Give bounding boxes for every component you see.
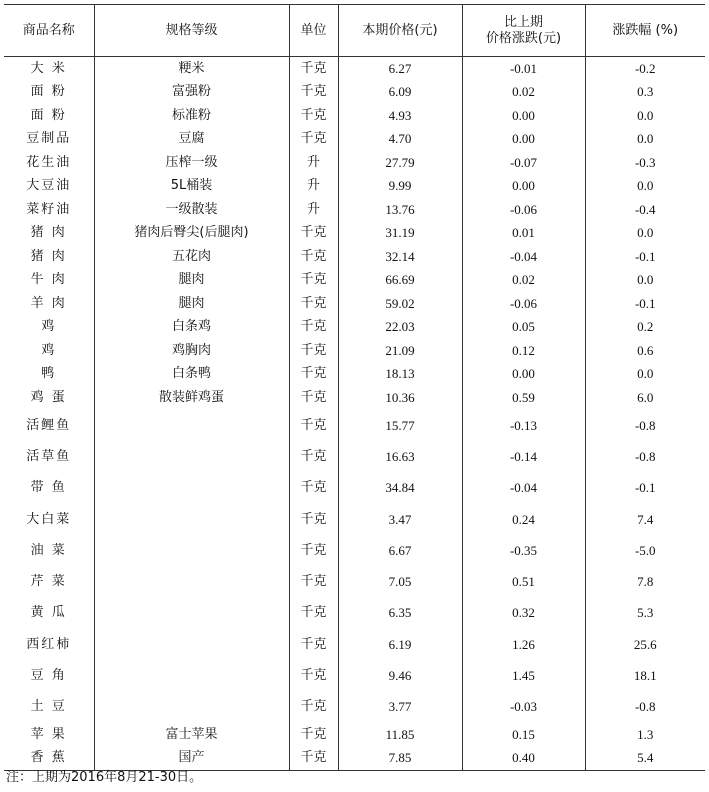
cell-spec [94, 598, 289, 629]
cell-change: -0.35 [462, 536, 585, 567]
cell-unit: 千克 [289, 316, 338, 339]
price-table [4, 4, 705, 771]
cell-price: 7.85 [338, 747, 462, 771]
cell-spec: 富强粉 [94, 81, 289, 104]
cell-unit: 千克 [289, 723, 338, 747]
cell-item-name: 带 鱼 [30, 480, 67, 495]
cell-unit: 千克 [289, 598, 338, 629]
cell-item-name: 面 粉 [30, 107, 67, 123]
cell-price: 10.36 [338, 386, 462, 410]
cell-pct: 0.0 [585, 222, 705, 245]
cell-item-name: 香 蕉 [4, 747, 94, 771]
table-row [4, 536, 705, 567]
cell-spec [94, 692, 289, 723]
cell-unit: 千克 [289, 629, 338, 661]
cell-change: 0.02 [462, 269, 585, 292]
cell-price: 59.02 [338, 292, 462, 316]
cell-price: 27.79 [338, 151, 462, 175]
cell-pct: -0.1 [585, 292, 705, 316]
cell-pct: 0.0 [585, 269, 705, 292]
cell-pct: -0.3 [585, 151, 705, 175]
cell-pct: -0.8 [585, 692, 705, 723]
header-unit: 单位 [289, 5, 338, 57]
cell-spec [94, 661, 289, 692]
cell-pct: 0.0 [585, 175, 705, 198]
table-row [4, 410, 705, 442]
cell-change: -0.14 [462, 442, 585, 473]
table-row [4, 747, 705, 771]
cell-price: 6.35 [338, 598, 462, 629]
cell-item-name: 猪 肉 [30, 248, 67, 264]
cell-item-name: 油 菜 [30, 543, 67, 558]
cell-unit: 千克 [289, 57, 338, 81]
cell-item-name: 黄 瓜 [30, 605, 67, 620]
cell-price: 16.63 [338, 442, 462, 473]
cell-price: 3.77 [338, 692, 462, 723]
cell-change: 0.12 [462, 339, 585, 363]
cell-change: -0.04 [462, 473, 585, 504]
cell-spec: 白条鸭 [94, 363, 289, 386]
cell-price: 32.14 [338, 245, 462, 269]
cell-unit: 升 [289, 151, 338, 175]
cell-item-name: 菜籽油 [26, 201, 72, 217]
cell-spec: 散装鲜鸡蛋 [94, 386, 289, 410]
cell-pct: -0.8 [585, 442, 705, 473]
cell-change: 0.00 [462, 128, 585, 151]
table-row [4, 245, 705, 269]
cell-unit: 千克 [289, 536, 338, 567]
table-row [4, 363, 705, 386]
header-price: 本期价格(元) [338, 5, 462, 57]
table-row [4, 222, 705, 245]
cell-pct: 18.1 [585, 661, 705, 692]
table-row [4, 81, 705, 104]
table-row [4, 57, 705, 81]
cell-spec: 5L桶装 [94, 175, 289, 198]
cell-unit: 千克 [289, 473, 338, 504]
cell-pct: 0.0 [585, 128, 705, 151]
cell-item-name: 活鲤鱼 [26, 417, 72, 433]
table-row [4, 723, 705, 747]
cell-price: 34.84 [338, 473, 462, 504]
table-row [4, 339, 705, 363]
cell-price: 11.85 [338, 723, 462, 747]
cell-price: 9.99 [338, 175, 462, 198]
cell-pct: -0.1 [585, 473, 705, 504]
cell-change: -0.06 [462, 292, 585, 316]
cell-price: 6.67 [338, 536, 462, 567]
cell-unit: 升 [289, 198, 338, 222]
cell-item-name: 猪 肉 [30, 225, 67, 240]
table-row [4, 629, 705, 661]
cell-pct: 0.6 [585, 339, 705, 363]
cell-item-name: 豆制品 [26, 131, 72, 146]
table-row [4, 269, 705, 292]
cell-price: 4.70 [338, 128, 462, 151]
table-row [4, 175, 705, 198]
cell-price: 13.76 [338, 198, 462, 222]
cell-item-name: 大 米 [30, 60, 67, 76]
cell-unit: 千克 [289, 747, 338, 771]
cell-price: 9.46 [338, 661, 462, 692]
cell-pct: 7.8 [585, 567, 705, 598]
cell-item-name: 苹 果 [30, 726, 67, 742]
cell-change: -0.03 [462, 692, 585, 723]
cell-change: 0.51 [462, 567, 585, 598]
cell-price: 4.93 [338, 104, 462, 128]
cell-pct: -5.0 [585, 536, 705, 567]
table-row [4, 128, 705, 151]
cell-price: 7.05 [338, 567, 462, 598]
cell-spec: 粳米 [94, 57, 289, 81]
cell-item-name: 活草鱼 [26, 449, 72, 464]
cell-pct: 5.3 [585, 598, 705, 629]
cell-spec: 猪肉后臀尖(后腿肉) [94, 222, 289, 245]
cell-spec [94, 536, 289, 567]
cell-item-name: 豆 角 [30, 668, 67, 683]
cell-spec: 标准粉 [94, 104, 289, 128]
cell-change: -0.01 [462, 57, 585, 81]
cell-price: 66.69 [338, 269, 462, 292]
cell-item-name: 西红柿 [26, 636, 72, 652]
table-header-row [4, 5, 705, 57]
cell-unit: 千克 [289, 245, 338, 269]
header-name: 商品名称 [4, 5, 94, 57]
header-change [462, 5, 585, 57]
cell-change: -0.13 [462, 410, 585, 442]
cell-spec [94, 567, 289, 598]
cell-pct: 0.3 [585, 81, 705, 104]
table-row [4, 104, 705, 128]
cell-change: 0.15 [462, 723, 585, 747]
cell-change: -0.04 [462, 245, 585, 269]
cell-unit: 千克 [289, 269, 338, 292]
table-row [4, 386, 705, 410]
cell-unit: 千克 [289, 128, 338, 151]
cell-unit: 千克 [289, 386, 338, 410]
table-row [4, 151, 705, 175]
cell-change: -0.07 [462, 151, 585, 175]
cell-price: 31.19 [338, 222, 462, 245]
table-row [4, 198, 705, 222]
table-row [4, 473, 705, 504]
table-body [4, 57, 705, 771]
cell-unit: 千克 [289, 339, 338, 363]
table-row [4, 598, 705, 629]
table-row [4, 661, 705, 692]
cell-spec: 腿肉 [94, 292, 289, 316]
header-spec: 规格等级 [94, 5, 289, 57]
header-pct: 涨跌幅 (%) [585, 5, 705, 57]
cell-item-name: 鸡 蛋 [30, 389, 67, 405]
cell-unit: 千克 [289, 410, 338, 442]
cell-pct: 1.3 [585, 723, 705, 747]
cell-item-name: 土 豆 [30, 699, 67, 714]
cell-change: 0.05 [462, 316, 585, 339]
cell-price: 21.09 [338, 339, 462, 363]
cell-spec: 一级散装 [94, 198, 289, 222]
cell-pct: 0.0 [585, 104, 705, 128]
cell-unit: 千克 [289, 442, 338, 473]
cell-change: 0.00 [462, 104, 585, 128]
cell-price: 3.47 [338, 504, 462, 536]
cell-unit: 千克 [289, 692, 338, 723]
cell-pct: 0.2 [585, 316, 705, 339]
cell-spec: 白条鸡 [94, 316, 289, 339]
cell-spec: 压榨一级 [94, 151, 289, 175]
cell-pct: -0.2 [585, 57, 705, 81]
cell-spec [94, 629, 289, 661]
cell-item-name: 鸭 [41, 366, 57, 381]
table-row [4, 316, 705, 339]
table-row [4, 567, 705, 598]
cell-spec [94, 442, 289, 473]
cell-spec: 腿肉 [94, 269, 289, 292]
cell-spec: 豆腐 [94, 128, 289, 151]
cell-spec: 国产 [94, 747, 289, 771]
cell-change: 0.00 [462, 363, 585, 386]
cell-change: 0.00 [462, 175, 585, 198]
cell-item-name: 面 粉 [30, 84, 67, 99]
cell-item-name: 花生油 [26, 154, 72, 170]
cell-unit: 千克 [289, 222, 338, 245]
cell-price: 15.77 [338, 410, 462, 442]
cell-pct: -0.1 [585, 245, 705, 269]
cell-pct: -0.8 [585, 410, 705, 442]
cell-change: 0.02 [462, 81, 585, 104]
cell-item-name: 大豆油 [26, 178, 72, 193]
header-change-line2: 价格涨跌(元) [485, 30, 562, 46]
cell-pct: 7.4 [585, 504, 705, 536]
cell-unit: 千克 [289, 104, 338, 128]
cell-change: 0.40 [462, 747, 585, 771]
cell-spec: 五花肉 [94, 245, 289, 269]
cell-item-name: 芹 菜 [30, 574, 67, 589]
cell-item-name: 牛 肉 [30, 272, 67, 287]
cell-spec: 富士苹果 [94, 723, 289, 747]
cell-price: 6.09 [338, 81, 462, 104]
cell-spec [94, 473, 289, 504]
cell-unit: 千克 [289, 363, 338, 386]
cell-price: 6.19 [338, 629, 462, 661]
cell-spec [94, 410, 289, 442]
cell-change: 0.01 [462, 222, 585, 245]
cell-pct: -0.4 [585, 198, 705, 222]
cell-unit: 升 [289, 175, 338, 198]
cell-item-name: 大白菜 [26, 511, 72, 527]
cell-item-name: 鸡 [41, 319, 57, 334]
cell-change: 1.26 [462, 629, 585, 661]
cell-change: 0.24 [462, 504, 585, 536]
table-row [4, 692, 705, 723]
cell-unit: 千克 [289, 81, 338, 104]
cell-change: 0.59 [462, 386, 585, 410]
cell-change: 1.45 [462, 661, 585, 692]
cell-price: 6.27 [338, 57, 462, 81]
table-row [4, 442, 705, 473]
cell-pct: 25.6 [585, 629, 705, 661]
cell-price: 22.03 [338, 316, 462, 339]
header-change-line1: 比上期 [503, 14, 543, 30]
footnote: 注：上期为2016年8月21-30日。 [6, 770, 203, 785]
cell-pct: 5.4 [585, 747, 705, 771]
cell-change: 0.32 [462, 598, 585, 629]
cell-unit: 千克 [289, 567, 338, 598]
cell-spec [94, 504, 289, 536]
cell-pct: 0.0 [585, 363, 705, 386]
table-row [4, 504, 705, 536]
cell-pct: 6.0 [585, 386, 705, 410]
cell-unit: 千克 [289, 661, 338, 692]
cell-item-name: 鸡 [41, 342, 57, 358]
cell-unit: 千克 [289, 292, 338, 316]
cell-spec: 鸡胸肉 [94, 339, 289, 363]
cell-price: 18.13 [338, 363, 462, 386]
cell-item-name: 羊 肉 [30, 295, 67, 311]
table-row [4, 292, 705, 316]
cell-unit: 千克 [289, 504, 338, 536]
cell-change: -0.06 [462, 198, 585, 222]
